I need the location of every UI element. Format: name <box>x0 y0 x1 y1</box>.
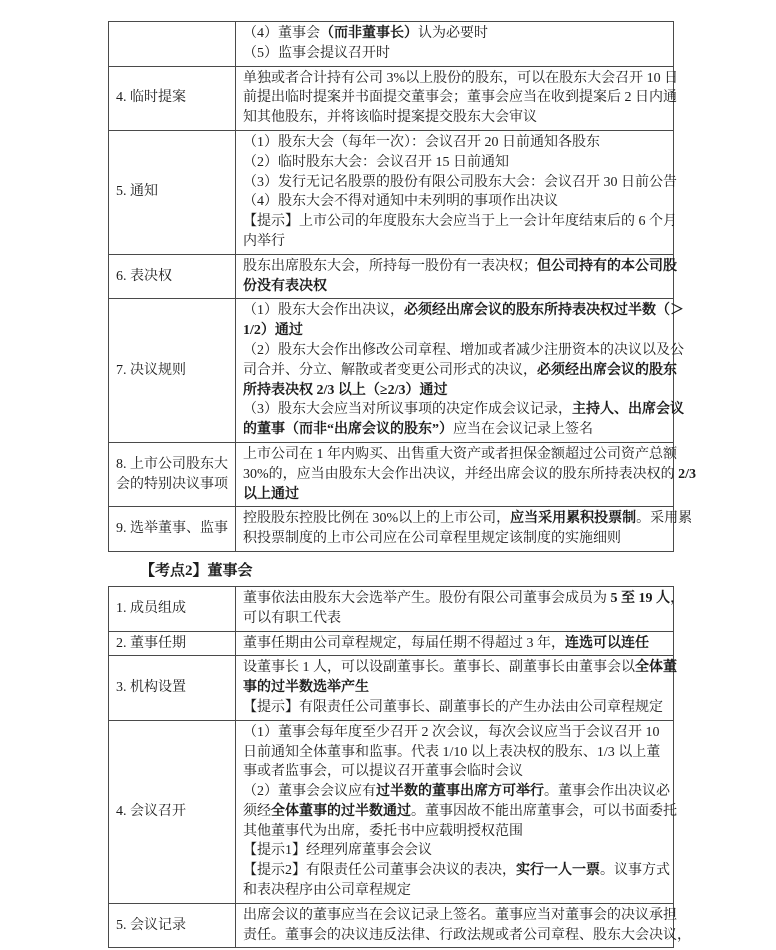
body-text: 司合并、分立、解散或者变更公司形式的决议， <box>243 362 537 378</box>
body-text: （3）发行无记名股票的股份有限公司股东大会：会议召开 30 日前公告 <box>243 174 677 190</box>
body-text: 前提出临时提案并书面提交董事会；董事会应当在收到提案后 2 日内通 <box>243 90 677 106</box>
row-content <box>236 130 677 254</box>
board-of-directors-table-slot <box>108 586 776 949</box>
row-label <box>109 720 236 903</box>
emphasis-text: 实行一人一票 <box>516 863 600 879</box>
row-label <box>109 631 236 656</box>
table-row <box>109 299 674 443</box>
row-label <box>109 299 236 443</box>
content-line <box>243 69 679 89</box>
table-row <box>109 442 674 506</box>
row-label-text: 4. 会议召开 <box>116 803 186 819</box>
content-line <box>243 802 677 822</box>
emphasis-text: 事的过半数选举产生 <box>243 680 369 696</box>
content-line <box>243 361 677 381</box>
shareholders-meeting-table-slot <box>108 21 776 552</box>
body-text: 。采用累 <box>636 511 693 527</box>
content-line <box>243 723 666 743</box>
emphasis-text: 过半数的董事出席方可举行 <box>376 784 544 800</box>
content-line <box>243 678 666 698</box>
body-text: ， <box>670 590 684 606</box>
content-line <box>243 341 684 361</box>
body-text: 董事依法由股东大会选举产生。股份有限公司董事会成员为 <box>243 590 611 606</box>
emphasis-text: 但公司持有的本公司股 <box>537 258 677 274</box>
content-line <box>243 698 666 718</box>
content-line <box>243 762 666 782</box>
body-text: 和表决程序由公司章程规定 <box>243 883 411 899</box>
body-text: 【提示】上市公司的年度股东大会应当于上一会计年度结束后的 6 个月 <box>243 214 677 230</box>
body-text: （2）临时股东大会：会议召开 15 日前通知 <box>243 154 509 170</box>
exam-point-1-shareholders-meeting-table <box>108 21 697 552</box>
emphasis-text: 5 至 19 人 <box>610 590 670 606</box>
body-text: 控股股东控股比例在 30%以上的上市公司， <box>243 511 511 527</box>
emphasis-text: （而非董事长） <box>320 26 418 41</box>
body-text: 单独或者合计持有公司 3%以上股份的股东，可以在股东大会召开 10 日 <box>243 70 679 86</box>
row-content <box>236 66 679 130</box>
emphasis-text: 主持人、出席会议 <box>572 402 684 418</box>
body-text: 。董事因故不能出席董事会，可以书面委托 <box>411 803 677 819</box>
table-row <box>109 22 674 67</box>
table-row <box>109 130 674 254</box>
row-label <box>109 903 236 948</box>
body-text: 应当在会议记录上签名 <box>453 422 593 438</box>
row-label-text: 3. 机构设置 <box>116 680 186 696</box>
content-line <box>243 400 684 420</box>
content-line <box>243 509 693 529</box>
body-text: （1）股东大会（每年一次）：会议召开 20 日前通知各股东 <box>243 134 600 150</box>
body-text: 可以有职工代表 <box>243 610 341 626</box>
emphasis-text: 必须经出席会议的股东 <box>537 362 677 378</box>
row-label <box>109 254 236 299</box>
row-content <box>236 299 684 443</box>
row-label-text: 9. 选举董事、监事 <box>116 521 228 537</box>
body-text: （1）股东大会作出决议， <box>243 303 404 319</box>
row-label <box>109 507 236 552</box>
content-line <box>243 609 666 629</box>
body-text: 责任。董事会的决议违反法律、行政法规或者公司章程、股东大会决议， <box>243 927 691 943</box>
row-label <box>109 66 236 130</box>
body-text: （3）股东大会应当对所议事项的决定作成会议记录， <box>243 402 572 418</box>
table-row <box>109 631 674 656</box>
content-line <box>243 257 677 277</box>
body-text: 【提示1】经理列席董事会会议 <box>243 843 432 859</box>
body-text: （4）股东大会不得对通知中未列明的事项作出决议 <box>243 194 558 210</box>
content-line <box>243 485 666 505</box>
body-text: 日前通知全体董事和监事。代表 1/10 以上表决权的股东、1/3 以上董 <box>243 744 661 760</box>
content-line <box>243 108 666 128</box>
row-content <box>236 22 674 67</box>
emphasis-text: 以上通过 <box>243 486 299 502</box>
content-line <box>243 861 670 881</box>
body-text: 须经 <box>243 803 271 819</box>
body-text: 认为必要时 <box>418 26 488 41</box>
row-content <box>236 507 693 552</box>
row-content <box>236 631 674 656</box>
body-text: （2）董事会会议应有 <box>243 784 376 800</box>
section-heading-exam-point-2: 【考点2】董事会 <box>140 562 253 579</box>
content-line <box>243 529 666 549</box>
content-line <box>243 634 666 654</box>
body-text: 股东出席股东大会，所持每一股份有一表决权； <box>243 258 537 274</box>
row-content <box>236 442 697 506</box>
content-line <box>243 321 666 341</box>
body-text: 事或者监事会，可以提议召开董事会临时会议 <box>243 764 523 780</box>
emphasis-text: 所持表决权 2/3 以上（≥2/3）通过 <box>243 382 448 398</box>
body-text: 知其他股东，并将该临时提案提交股东大会审议 <box>243 110 537 126</box>
content-line <box>243 658 677 678</box>
body-text: 董事任期由公司章程规定，每届任期不得超过 3 年， <box>243 635 565 651</box>
content-line <box>243 782 670 802</box>
row-label-text: 5. 通知 <box>116 184 158 200</box>
body-text: 出席会议的董事应当在会议记录上签名。董事应当对董事会的决议承担 <box>243 907 677 923</box>
row-label-text: 4. 临时提案 <box>116 90 186 106</box>
content-line <box>243 420 666 440</box>
content-line <box>243 212 677 232</box>
row-content <box>236 254 677 299</box>
emphasis-text: 全体董事的过半数通过 <box>271 803 411 819</box>
body-text: （1）董事会每年度至少召开 2 次会议，每次会议应当于会议召开 10 <box>243 724 660 740</box>
body-text: 内举行 <box>243 233 285 249</box>
emphasis-text: 应当采用累积投票制 <box>510 511 637 527</box>
table-row <box>109 66 674 130</box>
emphasis-text: 连选可以连任 <box>565 635 649 651</box>
content-line <box>243 173 677 193</box>
content-line <box>243 133 666 153</box>
row-label-text: 8. 上市公司股东大会的特别决议事项 <box>116 456 228 492</box>
content-line <box>243 822 666 842</box>
content-line <box>243 445 677 465</box>
emphasis-text: 1/2）通过 <box>243 323 303 339</box>
row-label <box>109 130 236 254</box>
row-content <box>236 903 691 948</box>
content-line <box>243 301 684 321</box>
row-content <box>236 586 684 631</box>
row-label <box>109 22 236 67</box>
body-text: 。议事方式 <box>600 863 670 879</box>
content-line <box>243 192 666 212</box>
table-row <box>109 720 674 903</box>
row-label-text: 1. 成员组成 <box>116 600 186 616</box>
content-line <box>243 881 666 901</box>
content-line <box>243 381 666 401</box>
content-line <box>243 277 666 297</box>
content-line <box>243 232 666 252</box>
content-line <box>243 743 666 763</box>
content-line <box>243 24 666 44</box>
emphasis-text: 的董事（而非“出席会议的股东”） <box>243 422 453 438</box>
content-line <box>243 465 697 485</box>
body-text: 设董事长 1 人，可以设副董事长。董事长、副董事长由董事会以 <box>243 660 635 676</box>
exam-point-2-board-of-directors-table <box>108 586 691 949</box>
body-text: （4）董事会 <box>243 26 320 41</box>
table-row <box>109 903 674 948</box>
body-text: 【提示2】有限责任公司董事会决议的表决， <box>243 863 516 879</box>
body-text: 。董事会作出决议必 <box>544 784 670 800</box>
body-text: 积投票制度的上市公司应在公司章程里规定该制度的实施细则 <box>243 531 621 547</box>
emphasis-text: 2/3 <box>678 466 697 482</box>
content-line <box>243 88 677 108</box>
row-label-text: 2. 董事任期 <box>116 635 186 651</box>
body-text: 30%的，应当由股东大会作出决议，并经出席会议的股东所持表决权的 <box>243 466 679 482</box>
row-label-text: 6. 表决权 <box>116 268 172 284</box>
body-text: （5）监事会提议召开时 <box>243 45 390 61</box>
content-line <box>243 906 677 926</box>
emphasis-text: 份没有表决权 <box>243 278 327 294</box>
row-label-text: 7. 决议规则 <box>116 362 186 378</box>
row-label-text: 5. 会议记录 <box>116 917 186 933</box>
row-label <box>109 586 236 631</box>
body-text: （2）股东大会作出修改公司章程、增加或者减少注册资本的决议以及公 <box>243 342 684 358</box>
content-line <box>243 841 666 861</box>
body-text: 【提示】有限责任公司董事长、副董事长的产生办法由公司章程规定 <box>243 699 663 715</box>
emphasis-text: 全体董 <box>635 660 677 676</box>
content-line <box>243 926 691 946</box>
content-line <box>243 44 666 64</box>
body-text: 其他董事代为出席，委托书中应载明授权范围 <box>243 823 523 839</box>
body-text: 上市公司在 1 年内购买、出售重大资产或者担保金额超过公司资产总额 <box>243 446 677 462</box>
row-label <box>109 656 236 720</box>
table-row <box>109 507 674 552</box>
table-row <box>109 254 674 299</box>
table-row <box>109 656 674 720</box>
table-row <box>109 586 674 631</box>
row-content <box>236 656 677 720</box>
content-line <box>243 589 684 609</box>
row-content <box>236 720 677 903</box>
row-label <box>109 442 236 506</box>
emphasis-text: 必须经出席会议的股东所持表决权过半数（＞ <box>404 303 684 319</box>
content-line <box>243 153 666 173</box>
